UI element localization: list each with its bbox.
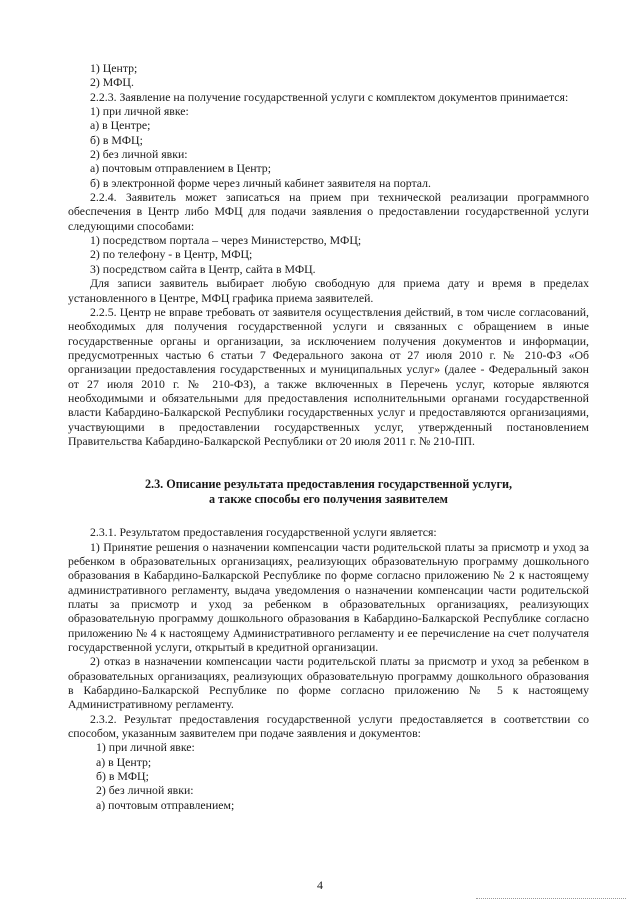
list-item: б) в электронной форме через личный кабинет заявителя на портал. [90,175,431,190]
list-item: 3) посредством сайта в Центр, сайта в МФЦ. [90,261,316,276]
list-item: а) почтовым отправлением в Центр; [90,161,271,176]
list-item: 2) МФЦ. [90,75,134,90]
list-item: а) в Центре; [90,118,151,133]
footer-dotted-line [476,898,626,899]
list-item: 2) без личной явки: [90,147,188,162]
paragraph-2-2-4: 2.2.4. Заявитель может записаться на прием при технической реализации программного обеспечения в Центр либо МФЦ для подачи заявления о предоставлении государственной услуги следующими способами: [68,190,589,233]
section-heading: 2.3. Описание результата предоставления государственной услуги, [144,477,513,492]
list-item: а) в Центр; [96,754,152,769]
page-number: 4 [317,878,323,892]
list-item: 2) без личной явки: [96,783,194,798]
result-item-1: 1) Принятие решения о назначении компенсации части родительской платы за присмотр и уход за ребенком в образовательных организациях, реализующих образовательную программу дошкольного образования в Кабардино-Балкарской Республике по форме согласно приложению № 2 к настоящему административного регламенту, выдача уведомления о назначении компенсации части родительской платы за присмотр и уход за ребенком в образовательных организациях, реализующих образовательную программу дошкольного образования в Кабардино-Балкарской Республике согласно приложению № 4 к настоящему Административного регламенту и ее перечисление на счет получателя государственной услуги, открытый в кредитной организации. [68,539,589,655]
list-item: 1) Центр; [90,61,138,75]
list-item: 1) посредством портала – через Министерство, МФЦ; [90,233,362,248]
paragraph-2-3-2: 2.3.2. Результат предоставления государственной услуги предоставляется в соответствии со способом, указанным заявителем при подаче заявления и документов: [68,711,589,741]
section-heading-line2: а также способы его получения заявителем [209,492,448,507]
spacer [68,507,589,525]
list-item: б) в МФЦ; [90,132,143,147]
paragraph-2-3-1: 2.3.1. Результатом предоставления государственной услуги является: [90,525,437,540]
paragraph-2-2-5: 2.2.5. Центр не вправе требовать от заявителя осуществления действий, в том числе согласований, необходимых для получения государственной услуги и связанных с обращением в иные государственные органы и организации, за исключением получения документов и информации, предусмотренных частью 6 статьи 7 Федерального закона от 27 июля 2010 г. № 210-ФЗ «Об организации предоставления государственных и муниципальных услуг» (далее - Федеральный закон от 27 июля 2010 г. № 210-ФЗ), а также включенных в Перечень услуг, которые являются необходимыми и обязательными для предоставления исполнительными органами государственной власти Кабардино-Балкарской Республики государственных услуг и предоставляются организациями, участвующими в предоставлении государственных услуг, утвержденный постановлением Правительства Кабардино-Балкарской Республики от 20 июля 2011 г. № 210-ПП. [68,304,589,448]
paragraph-record: Для записи заявитель выбирает любую свободную для приема дату и время в пределах установленного в Центре, МФЦ графика приема заявителей. [68,276,589,305]
document-body [68,61,589,812]
paragraph-2-2-3: 2.2.3. Заявление на получение государственной услуги с комплектом документов принимается: [90,89,569,104]
list-item: б) в МФЦ; [96,769,149,784]
spacer [68,448,589,477]
list-item: а) почтовым отправлением; [96,797,235,812]
list-item: 1) при личной явке: [90,104,189,119]
result-item-2: 2) отказ в назначении компенсации части родительской платы за присмотр и уход за ребенком в образовательных организациях, реализующих образовательную программу дошкольного образования в Кабардино-Балкарской Республике по форме согласно приложению № 5 к настоящему Административному регламенту. [68,654,589,712]
list-item: 1) при личной явке: [96,740,195,755]
list-item: 2) по телефону - в Центр, МФЦ; [90,247,253,262]
